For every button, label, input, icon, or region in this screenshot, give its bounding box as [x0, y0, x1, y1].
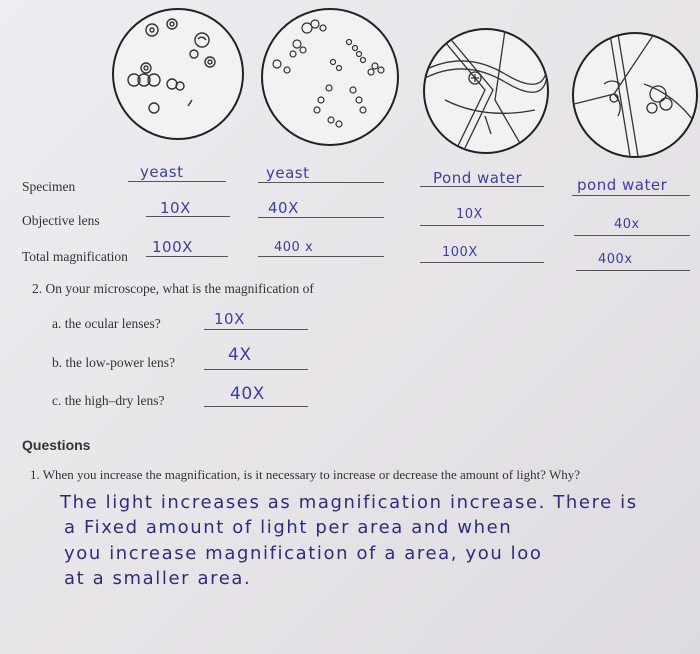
specimen-line-4: [572, 195, 690, 196]
magnification-value-2: 400 x: [274, 240, 314, 255]
answer-line-3: you increase magnification of a area, you loo: [64, 543, 543, 564]
answer-line-1: The light increases as magnification increase. There is: [60, 492, 638, 513]
specimen-line-1: [128, 181, 226, 182]
objective-line-3: [420, 225, 544, 226]
high-dry-lens-answer: 40X: [230, 384, 265, 404]
pond-water-40x-drawing: [572, 32, 698, 158]
magnification-line-2: [258, 256, 384, 257]
objective-value-2: 40X: [268, 199, 299, 217]
yeast-cells-sketch: [263, 10, 397, 144]
yeast-10x-drawing: [112, 8, 244, 140]
objective-line-2: [258, 217, 384, 218]
answer-line-2: a Fixed amount of light per area and when: [64, 517, 513, 538]
pond-water-10x-drawing: [423, 28, 549, 154]
specimen-value-4: pond water: [577, 176, 668, 194]
specimen-value-1: yeast: [140, 163, 184, 181]
yeast-40x-drawing: [261, 8, 399, 146]
ocular-lens-label: a. the ocular lenses?: [52, 316, 161, 331]
question-1-text: 1. When you increase the magnification, is it necessary to increase or decrease the amount of light? Why?: [30, 467, 581, 482]
specimen-value-3: Pond water: [433, 169, 523, 187]
low-power-lens-answer: 4X: [228, 345, 252, 365]
specimen-line-2: [258, 182, 384, 183]
total-magnification-label: Total magnification: [22, 249, 128, 264]
ocular-lens-line: [204, 329, 308, 330]
answer-line-4: at a smaller area.: [64, 568, 252, 589]
magnification-line-3: [420, 262, 544, 263]
objective-line-4: [574, 235, 690, 236]
objective-value-3: 10X: [456, 207, 483, 222]
objective-value-4: 40x: [614, 217, 640, 232]
low-power-lens-label: b. the low-power lens?: [52, 355, 175, 370]
question-2-text: 2. On your microscope, what is the magnification of: [32, 281, 314, 296]
specimen-line-3: [420, 186, 544, 187]
objective-lens-label: Objective lens: [22, 213, 100, 228]
magnification-value-4: 400x: [598, 252, 633, 267]
specimen-label: Specimen: [22, 179, 76, 194]
specimen-value-2: yeast: [266, 164, 310, 182]
high-dry-lens-label: c. the high–dry lens?: [52, 393, 165, 408]
ocular-lens-answer: 10X: [214, 310, 245, 328]
pond-organisms-sketch: [425, 30, 547, 152]
objective-value-1: 10X: [160, 199, 191, 217]
magnification-line-1: [146, 256, 228, 257]
low-power-lens-line: [204, 369, 308, 370]
magnification-value-1: 100X: [152, 238, 193, 256]
objective-line-1: [146, 216, 230, 217]
yeast-cells-sketch: [114, 10, 242, 138]
questions-heading: Questions: [22, 437, 91, 453]
high-dry-lens-line: [204, 406, 308, 407]
pond-organisms-sketch: [574, 34, 696, 156]
magnification-line-4: [576, 270, 690, 271]
magnification-value-3: 100X: [442, 245, 478, 260]
